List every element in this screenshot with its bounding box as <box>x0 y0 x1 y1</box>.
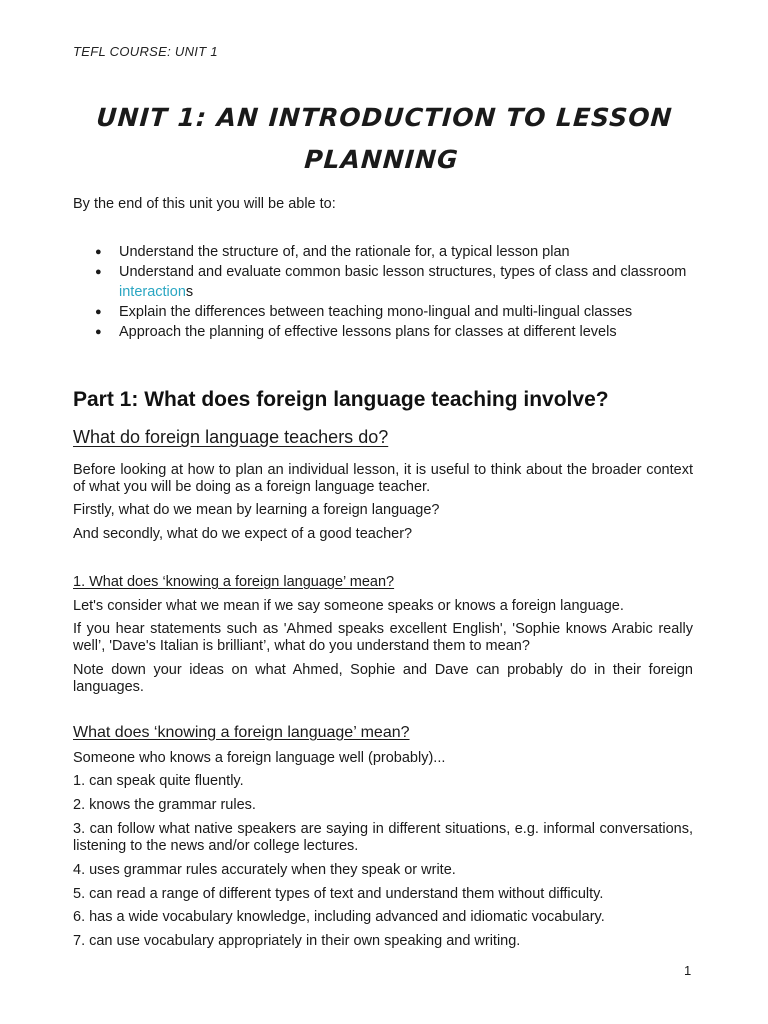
objectives-list <box>73 242 693 342</box>
numbered-item: 2. knows the grammar rules. <box>73 797 256 813</box>
objective-item: ● Understand and evaluate common basic lesson structures, types of class and classroom interactions <box>73 262 693 302</box>
title-line-2: PLANNING <box>303 145 460 174</box>
subheading-teachers: What do foreign language teachers do? <box>73 427 389 447</box>
page-header: TEFL COURSE: UNIT 1 <box>73 44 218 59</box>
part1-heading: Part 1: What does foreign language teaching involve? <box>73 388 609 411</box>
section-heading-knowing-2: What does ‘knowing a foreign language’ mean? <box>73 724 410 741</box>
section-heading-knowing: 1. What does ‘knowing a foreign language’ mean? <box>73 574 395 590</box>
paragraph: Before looking at how to plan an individual lesson, it is useful to think about the broader context of what you will be doing as a foreign language teacher. <box>73 462 693 495</box>
paragraph: And secondly, what do we expect of a good teacher? <box>73 526 413 542</box>
numbered-item: 7. can use vocabulary appropriately in their own speaking and writing. <box>73 933 521 949</box>
numbered-item: 6. has a wide vocabulary knowledge, including advanced and idiomatic vocabulary. <box>73 909 605 925</box>
interaction-link[interactable]: interaction <box>119 284 186 300</box>
intro-text: By the end of this unit you will be able to: <box>73 196 336 212</box>
page-title <box>70 97 696 181</box>
numbered-item: 3. can follow what native speakers are saying in different situations, e.g. informal conversations, listening to the news and/or college lectures. <box>73 821 693 854</box>
paragraph: Someone who knows a foreign language well (probably)... <box>73 750 446 766</box>
paragraph: Let's consider what we mean if we say someone speaks or knows a foreign language. <box>73 598 624 614</box>
paragraph: Note down your ideas on what Ahmed, Sophie and Dave can probably do in their foreign languages. <box>73 662 693 695</box>
page-number: 1 <box>684 963 692 978</box>
numbered-item: 5. can read a range of different types of text and understand them without difficulty. <box>73 886 604 902</box>
objective-item: ● Understand the structure of, and the rationale for, a typical lesson plan <box>73 242 693 262</box>
objective-item: ● Approach the planning of effective lessons plans for classes at different levels <box>73 322 693 342</box>
numbered-item: 4. uses grammar rules accurately when they speak or write. <box>73 862 456 878</box>
objective-item: ● Explain the differences between teaching mono-lingual and multi-lingual classes <box>73 302 693 322</box>
paragraph: If you hear statements such as 'Ahmed speaks excellent English', 'Sophie knows Arabic really well’, 'Dave's Italian is brilliant’, what do you understand them to mean? <box>73 621 693 654</box>
title-line-1: UNIT 1: AN INTRODUCTION TO LESSON <box>95 103 674 132</box>
paragraph: Firstly, what do we mean by learning a foreign language? <box>73 502 440 518</box>
numbered-item: 1. can speak quite fluently. <box>73 773 244 789</box>
